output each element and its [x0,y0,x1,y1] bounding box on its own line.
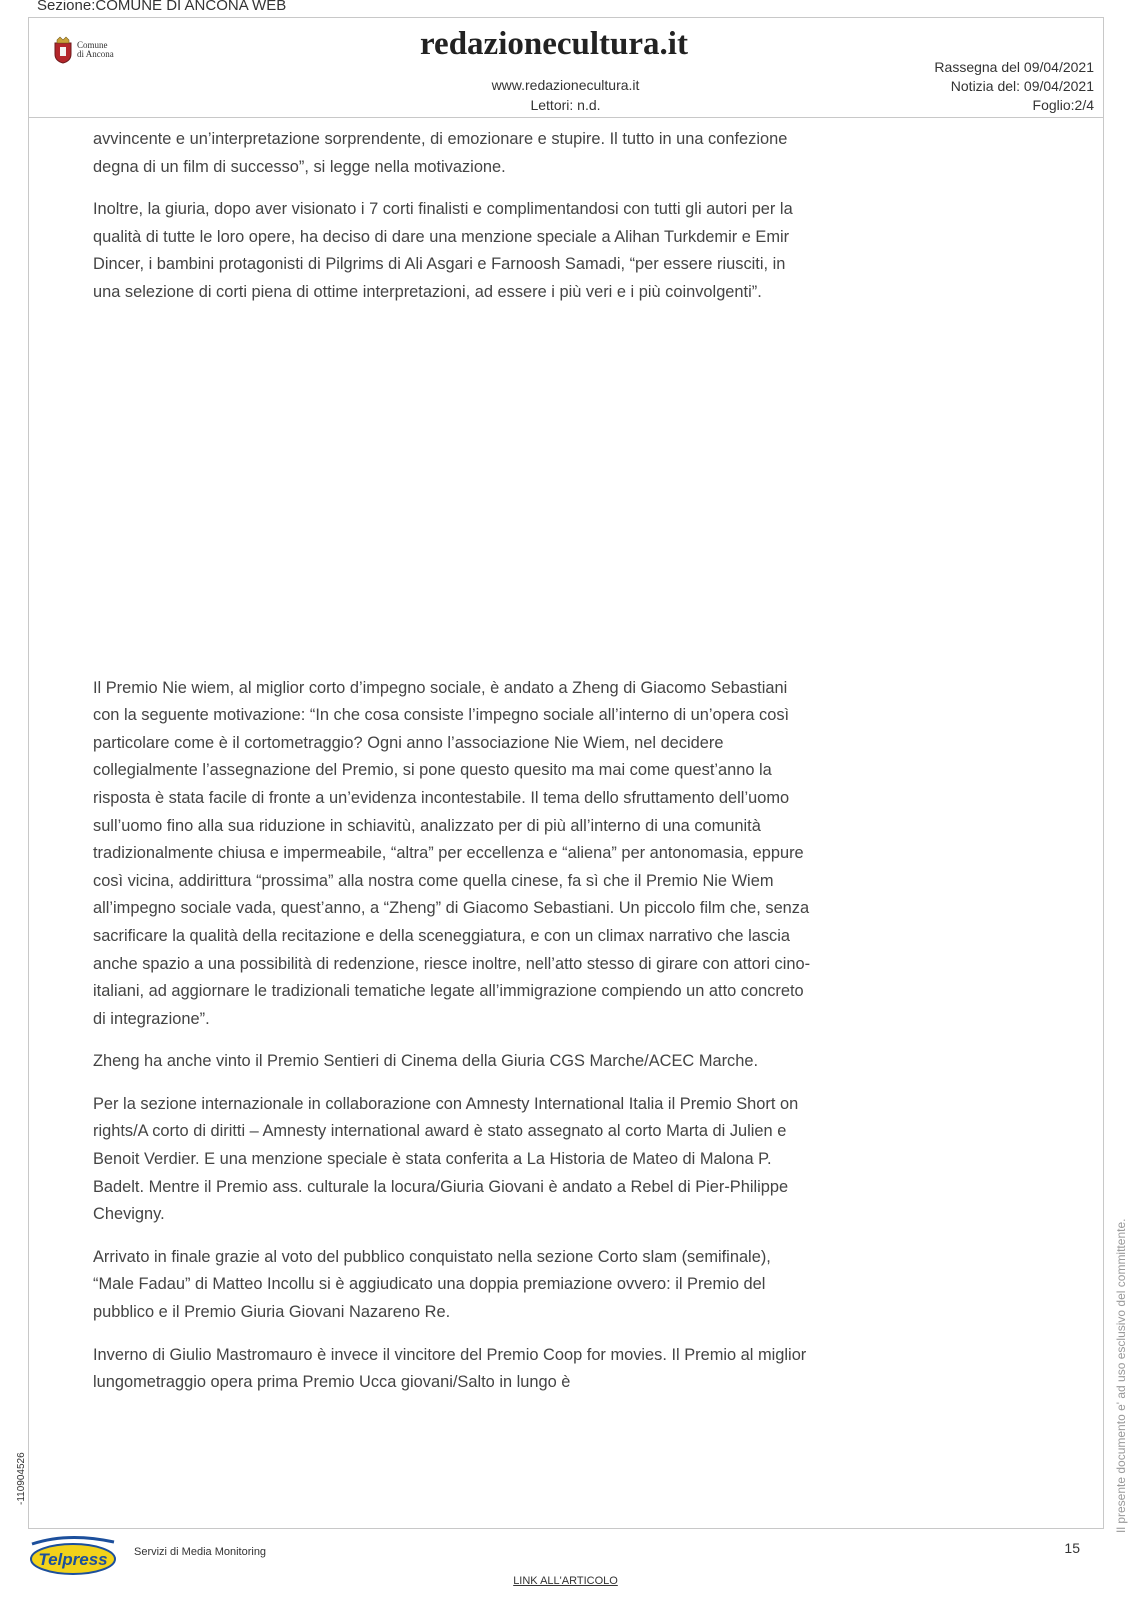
document-id: -110904526 [16,1452,27,1505]
article-paragraph: Arrivato in finale grazie al voto del pubblico conquistato nella sezione Corto slam (semifinale), “Male Fadau” di Matteo Incollu si è aggiudicato una doppia premiazione ovvero: il Premio del pubblico e il Premio Giuria Giovani Nazareno Re. [93,1247,771,1322]
blank-space [93,322,813,675]
article-paragraph: avvincente e un’interpretazione sorprendente, di emozionare e stupire. Il tutto in una confezione degna di un film di successo”, si legge nella motivazione. [93,130,788,176]
rassegna-date: Rassegna del 09/04/2021 [934,59,1094,75]
logo-line-1: Comune [77,40,108,50]
article-body [93,126,813,1412]
crest-icon [52,36,74,64]
usage-disclaimer: Il presente documento e' ad uso esclusivo del committente. [1114,1218,1128,1533]
section-label: Sezione:COMUNE DI ANCONA WEB [37,0,287,14]
article-link[interactable]: LINK ALL'ARTICOLO [513,1575,618,1587]
foglio-number: Foglio:2/4 [1032,97,1094,113]
article-paragraph: Il Premio Nie wiem, al miglior corto d’impegno sociale, è andato a Zheng di Giacomo Sebastiani con la seguente motivazione: “In che cosa consiste l’impegno sociale all’interno di un’opera così particolare come è il cortometraggio? Ogni anno l’associazione Nie Wiem, nel decidere collegialmente l’assegnazione del Premio, si pone questo quesito ma mai come quest’anno la risposta è stata facile di fronte a un’evidenza incontestabile. Il tema dello sfruttamento dell’uomo sull’uomo fino alla sua riduzione in schiavitù, analizzato per di più all’interno di una comunità tradizionalmente chiusa e impermeabile, “altra” per eccellenza e “aliena” per antonomasia, eppure così vicina, addirittura “prossima” alla nostra come quella cinese, fa sì che il Premio Nie Wiem all’impegno sociale vada, quest’anno, a “Zheng” di Giacomo Sebastiani. Un piccolo film che, senza sacrificare la qualità della recitazione e della sceneggiatura, e con un climax narrativo che lascia anche spazio a una possibilità di redenzione, riesce inoltre, nell’atto stesso di girare con attori cino-italiani, ad aggiornare le tradizionali tematiche legate all’immigrazione compiendo un atto concreto di integrazione”. [93,678,811,1028]
header-divider [29,117,1103,118]
masthead-title: redazionecultura.it [420,26,688,62]
article-paragraph: Inverno di Giulio Mastromauro è invece il vincitore del Premio Coop for movies. Il Premio al miglior lungometraggio opera prima Premio Ucca giovani/Salto in lungo è [93,1345,807,1392]
readers-count: Lettori: n.d. [530,97,601,113]
site-url[interactable]: www.redazionecultura.it [491,77,640,93]
notizia-date: Notizia del: 09/04/2021 [950,78,1094,94]
article-paragraph: Per la sezione internazionale in collaborazione con Amnesty International Italia il Premio Short on rights/A corto di diritti – Amnesty international award è stato assegnato al corto Marta di Julien e Benoit Verdier. E una menzione speciale è stata conferita a La Historia de Mateo di Malona P. Badelt. Mentre il Premio ass. culturale la locura/Giuria Giovani è andato a Rebel di Pier-Philippe Chevigny. [93,1094,799,1224]
press-meta [934,58,1094,115]
telpress-logo [28,1534,120,1578]
telpress-wordmark: Telpress [38,1550,108,1569]
article-paragraph: Inoltre, la giuria, dopo aver visionato i 7 corti finalisti e complimentandosi con tutti gli autori per la qualità di tutte le loro opere, ha deciso di dare una menzione speciale a Alihan Turkdemir e Emir Dincer, i bambini protagonisti di Pilgrims di Ali Asgari e Farnoosh Samadi, “per essere riusciti, in una selezione di corti piena di ottime interpretazioni, ad essere i più veri e i più coinvolgenti”. [93,200,793,301]
comune-logo [52,36,114,64]
page-number: 15 [1064,1540,1080,1556]
article-paragraph: Zheng ha anche vinto il Premio Sentieri di Cinema della Giuria CGS Marche/ACEC Marche. [93,1052,759,1071]
logo-line-2: di Ancona [77,49,114,59]
services-tagline: Servizi di Media Monitoring [134,1546,267,1558]
